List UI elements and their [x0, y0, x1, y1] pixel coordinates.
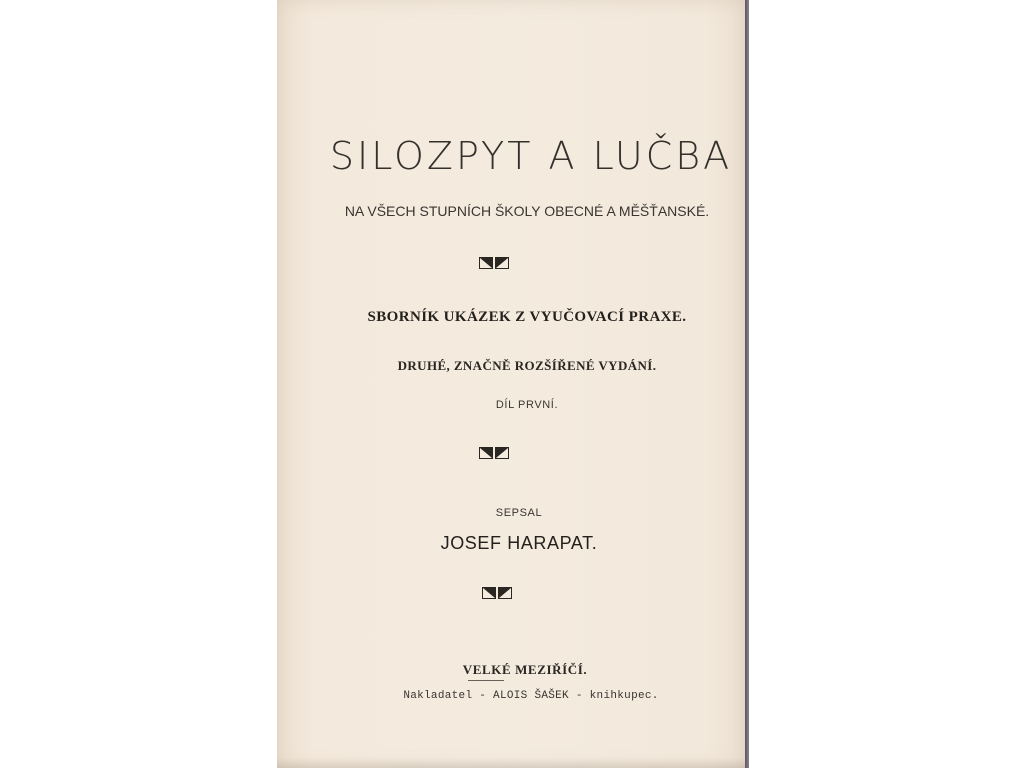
- book-page: [277, 0, 745, 768]
- author-name: JOSEF HARAPAT.: [440, 533, 598, 553]
- edition-note: DRUHÉ, ZNAČNĚ ROZŠÍŘENÉ VYDÁNÍ.: [397, 358, 657, 373]
- book-title: SILOZPYT A LUČBA: [329, 134, 733, 178]
- volume-part: DÍL PRVNÍ.: [495, 399, 559, 411]
- book-cover-edge: [745, 0, 749, 768]
- triangle-pair-ornament-icon: [479, 447, 509, 459]
- publisher-line: Nakladatel - ALOIS ŠAŠEK - knihkupec.: [403, 690, 659, 702]
- divider-rule: [468, 680, 504, 681]
- book-subtitle: NA VŠECH STUPNÍCH ŠKOLY OBECNÉ A MĚŠŤANSKÉ.: [344, 203, 710, 219]
- triangle-pair-ornament-icon: [482, 587, 512, 599]
- collection-heading: SBORNÍK UKÁZEK Z VYUČOVACÍ PRAXE.: [367, 309, 687, 325]
- triangle-pair-ornament-icon: [479, 257, 509, 269]
- page-bottom-shadow: [277, 758, 749, 768]
- author-prefix: SEPSAL: [495, 507, 543, 519]
- publication-place: VELKÉ MEZIŘÍČÍ.: [462, 662, 588, 677]
